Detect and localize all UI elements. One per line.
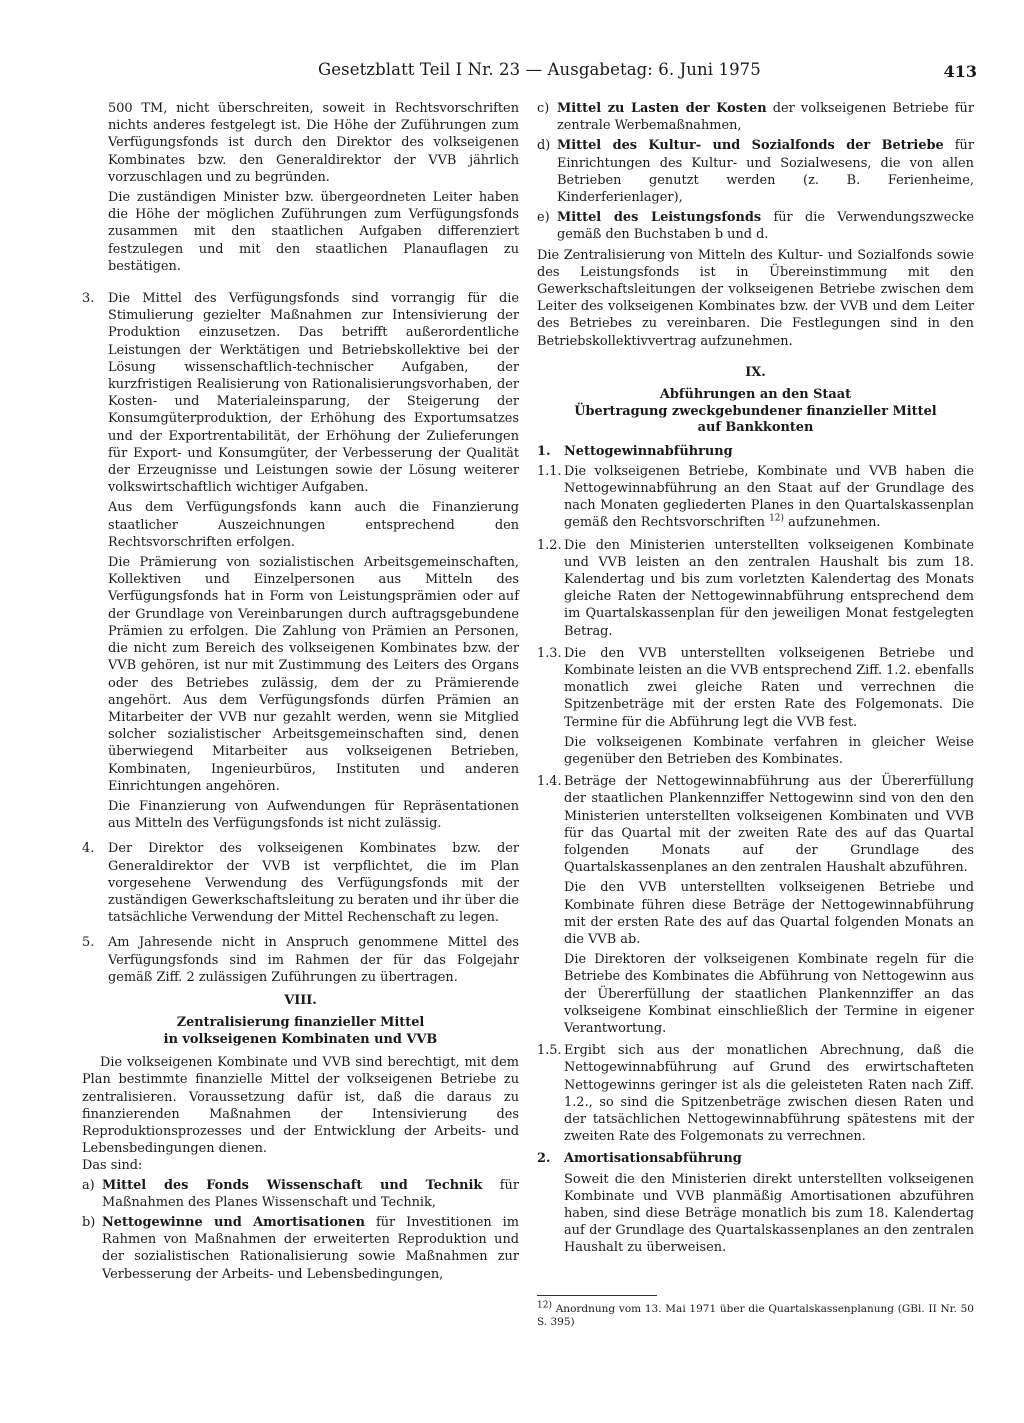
continued-text [82, 100, 519, 275]
paragraph: Die volkseigenen Kombinate verfahren in gleicher Weise gegenüber den Betrieben des Kombinates. [564, 734, 974, 767]
lettered-item-e [537, 209, 974, 243]
subsection-title: Amortisationsabführung [564, 1151, 742, 1167]
paragraph: Die den Ministerien unterstellten volkseigenen Kombinate und VVB leisten an den zentralen Haushalt bis zum 18. Kalendertag und bis zum vorletzten Kalendertag des Monats gleiche Raten der Nettogewinnabführung entsprechend dem im Quartalskassenplan für den jeweiligen Monat festgelegten Betrag. [564, 537, 974, 639]
text: für Maßnahmen des Planes Wissenschaft und Technik, [102, 1177, 519, 1210]
subsection-heading [537, 1150, 974, 1167]
paragraph: Beträge der Nettogewinnabführung aus der Übererfüllung der staatlichen Plankennziffer Nettogewinn sind von den den Ministerien unterstellten volkseigenen Kombinaten und VVB für das Quartal mit der zweiten Rate des auf das Quartal folgenden Monats auf der Grundlage des Quartalskassenplanes an den zentralen Haushalt abzuführen. [564, 774, 974, 876]
paragraph [557, 100, 974, 134]
section-title: Abführungen an den Staat Übertragung zweckgebundener finanzieller Mittel auf Bankkonten [574, 387, 937, 436]
section-number: VIII. [284, 992, 317, 1008]
paragraph [564, 463, 974, 532]
bold-term: Mittel zu Lasten der Kosten [557, 101, 767, 116]
paragraph: 500 TM, nicht überschreiten, soweit in Rechtsvorschriften nichts anderes festgelegt ist. Die Höhe der Zuführungen zum Verfügungsfonds ist durch den Direktor des volkseigenen Kombinates bzw. den Generaldirektor der VVB jährlich vorzuschlagen und zu begründen. [108, 101, 519, 185]
text: aufzunehmen. [784, 515, 881, 531]
paragraph: Ergibt sich aus der monatlichen Abrechnung, daß die Nettogewinnabführung auf Grund des erwirtschafteten Nettogewinns geringer ist als die geleisteten Raten nach Ziff. 1.2., so sind die Spitzenbeträge zwischen diesen Raten und der tatsächlichen Nettogewinnabführung spätestens mit der zweiten Rate des Folgemonats zu verrechnen. [564, 1043, 974, 1145]
numbered-item-5 [82, 934, 519, 986]
item-number: 1.2. [537, 537, 562, 553]
lettered-item-b [82, 1214, 519, 1283]
paragraph: Die Direktoren der volkseigenen Kombinate regeln für die Betriebe des Kombinates die Abführung von Nettogewinn aus der Übererfüllung der staatlichen Plankennziffer an das volkseigene Kombinat einschließlich der Termine in eigener Verantwortung. [564, 952, 974, 1037]
item-number: 1.3. [537, 645, 562, 661]
paragraph [102, 1214, 519, 1283]
footnote-divider [537, 1295, 657, 1296]
footnote-reference: 12) [769, 514, 785, 525]
paragraph: Aus dem Verfügungsfonds kann auch die Finanzierung staatlicher Auszeichnungen entsprechend den Rechtsvorschriften erfolgen. [108, 500, 519, 550]
lettered-item-d [537, 137, 974, 206]
item-letter: b) [82, 1214, 96, 1230]
item-letter: d) [537, 138, 551, 154]
subsection-number: 1. [537, 443, 551, 459]
item-number: 1.5. [537, 1043, 562, 1059]
footnote-text: Anordnung vom 13. Mai 1971 über die Quartalskassenplanung (GBl. II Nr. 50 S. 395) [537, 1303, 974, 1328]
subitem-1-3 [537, 645, 974, 768]
text: für die Verwendungszwecke gemäß den Buchstaben b und d. [557, 210, 975, 243]
left-column [82, 100, 519, 1286]
subitem-1-2 [537, 537, 974, 640]
item-number: 4. [82, 841, 95, 857]
footnote [537, 1300, 974, 1329]
item-number: 1.4. [537, 774, 562, 790]
paragraph: Die den VVB unterstellten volkseigenen Betriebe und Kombinate führen diese Beträge der Nettogewinnabführung mit der ersten Rate des auf das Quartal folgenden Monats an die VVB ab. [564, 880, 974, 948]
item-letter: c) [537, 101, 550, 116]
paragraph: Das sind: [82, 1158, 143, 1174]
text: der volkseigenen Betriebe für zentrale Werbemaßnahmen, [557, 101, 974, 134]
paragraph: Die Prämierung von sozialistischen Arbeitsgemeinschaften, Kollektiven und Einzelpersonen aus Mitteln des Verfügungsfonds hat in Form von Leistungsprämien oder auf der Grundlage von Vereinbarungen durch auftragsgebundene Prämien zu erfolgen. Die Zahlung von Prämien an Personen, die nicht zum Bereich des volkseigenen Kombinates bzw. der VVB gehören, ist nur mit Zustimmung des Leiters des Organs oder des Betriebes zulässig, dem der zu Prämierende angehört. Aus dem Verfügungsfonds dürfen Prämien an Mitarbeiter der VVB nur gezahlt werden, wenn sie Mitglied solcher sozialistischer Arbeitsgemeinschaften sind, denen überwiegend Mitarbeiter aus volkseigenen Betrieben, Kombinaten, Ingenieurbüros, Instituten und anderen Einrichtungen angehören. [108, 555, 519, 794]
bold-term: Mittel des Kultur- und Sozialfonds der Betriebe [557, 138, 944, 154]
footnote-marker: 12) [537, 1300, 552, 1311]
paragraph: Am Jahresende nicht in Anspruch genommene Mittel des Verfügungsfonds sind im Rahmen der für das Folgejahr gemäß Ziff. 2 zulässigen Zuführungen zu übertragen. [108, 935, 519, 985]
item-letter: e) [537, 210, 550, 226]
paragraph: Die Mittel des Verfügungsfonds sind vorrangig für die Stimulierung gezielter Maßnahmen zur Intensivierung der Produktion einzusetzen. Das betrifft außerordentliche Leistungen der Werktätigen und Betriebskollektive bei der Lösung wissenschaftlich-technischer Aufgaben, der kurzfristigen Realisierung von Rationalisierungsvorhaben, der Kosten- und Materialeinsparung, der Steigerung der Konsumgüterproduktion, der Erhöhung des Exportumsatzes und der Exportrentabilität, der Erhöhung der Zulieferungen für Export- und Konsumgüter, der Verbesserung der Qualität der Erzeugnisse und Leistungen sowie der Lösung weiterer volkswirtschaftlich wichtiger Aufgaben. [108, 291, 519, 496]
bold-term: Mittel des Fonds Wissenschaft und Technik [102, 1177, 483, 1193]
text: für Einrichtungen des Kultur- und Sozialwesens, die von allen Betrieben genutzt werden (z. B. Ferienheime, Kinderferienlager), [557, 138, 974, 206]
paragraph: Die zuständigen Minister bzw. übergeordneten Leiter haben die Höhe der möglichen Zuführungen zum Verfügungsfonds zusammen mit den staatlichen Aufgaben differenziert festzulegen und mit den staatlichen Planauflagen zu bestätigen. [108, 190, 519, 274]
numbered-item-3 [82, 290, 519, 832]
item-number: 1.1. [537, 463, 562, 479]
item-number: 5. [82, 935, 95, 951]
subsection-heading [537, 443, 974, 460]
section-title: Zentralisierung finanzieller Mittel in volkseigenen Kombinaten und VVB [163, 1015, 438, 1047]
right-column [537, 100, 974, 1262]
subsection-number: 2. [537, 1151, 551, 1167]
paragraph [557, 137, 974, 206]
lettered-item-a [82, 1177, 519, 1211]
paragraph: Soweit die den Ministerien direkt unterstellten volkseigenen Kombinate und VVB planmäßig Amortisationen abzuführen haben, sind diese Beträge monatlich bis zum 18. Kalendertag auf der Grundlage des Quartalskassenplanes an den zentralen Haushalt zu überweisen. [564, 1171, 974, 1256]
gazette-title: Gesetzblatt Teil I Nr. 23 — Ausgabetag: 6. Juni 1975 [318, 60, 761, 79]
section-number: IX. [745, 364, 766, 380]
paragraph: Die volkseigenen Kombinate und VVB sind berechtigt, mit dem Plan bestimmte finanzielle Mittel der volkseigenen Betriebe zu zentralisieren. Voraussetzung dafür ist, daß die daraus zu finanzierenden Maßnahmen der Intensivierung des Reproduktionsprozesses und der Entwicklung der Arbeits- und Lebensbedingungen dienen. [82, 1055, 519, 1157]
page-header [318, 60, 983, 84]
paragraph: Die Zentralisierung von Mitteln des Kultur- und Sozialfonds sowie des Leistungsfonds ist in Übereinstimmung mit den Gewerkschaftsleitungen der volkseigenen Betriebe zwischen dem Leiter des volkseigenen Kombinates bzw. der VVB und dem Leiter des Betriebes zu vereinbaren. Die Festlegungen sind in den Betriebskollektivvertrag aufzunehmen. [537, 247, 974, 349]
paragraph [102, 1177, 519, 1211]
subitem-1-5 [537, 1042, 974, 1145]
text: für Investitionen im Rahmen von Maßnahmen der erweiterten Reproduktion und der sozialistischen Rationalisierung sowie Maßnahmen zur Verbesserung der Arbeits- und Lebensbedingungen, [102, 1214, 519, 1282]
paragraph: Die den VVB unterstellten volkseigenen Betriebe und Kombinate leisten an die VVB entsprechend Ziff. 1.2. ebenfalls monatlich zwei gleiche Raten und verrechnen die Spitzenbeträge mit der ersten Rate des Folgemonats. Die Termine für die Abführung legt die VVB fest. [564, 645, 974, 730]
numbered-item-4 [82, 840, 519, 926]
subitem-1-1 [537, 463, 974, 532]
paragraph: Die Finanzierung von Aufwendungen für Repräsentationen aus Mitteln des Verfügungsfonds ist nicht zulässig. [108, 798, 519, 832]
text: Die volkseigenen Betriebe, Kombinate und VVB haben die Nettogewinnabführung an den Staat auf der Grundlage des nach Monaten gegliederten Planes in den Quartalskassenplan gemäß den Rechtsvorschriften [564, 463, 974, 531]
item-number: 3. [82, 291, 95, 307]
subitem-2-text [537, 1171, 974, 1257]
lettered-item-c [537, 100, 974, 134]
item-letter: a) [82, 1177, 95, 1193]
paragraph: Der Direktor des volkseigenen Kombinates bzw. der Generaldirektor der VVB ist verpflichtet, die im Plan vorgesehene Verwendung des Verfügungsfonds mit der zuständigen Gewerkschaftsleitung zu beraten und ihr über die tatsächliche Verwendung der Mittel Rechenschaft zu legen. [108, 841, 519, 926]
subitem-1-4 [537, 773, 974, 1037]
subsection-title: Nettogewinnabführung [564, 443, 733, 459]
bold-term: Mittel des Leistungsfonds [557, 210, 762, 226]
bold-term: Nettogewinne und Amortisationen [102, 1214, 365, 1230]
paragraph [557, 209, 974, 243]
page-number: 413 [943, 62, 977, 81]
